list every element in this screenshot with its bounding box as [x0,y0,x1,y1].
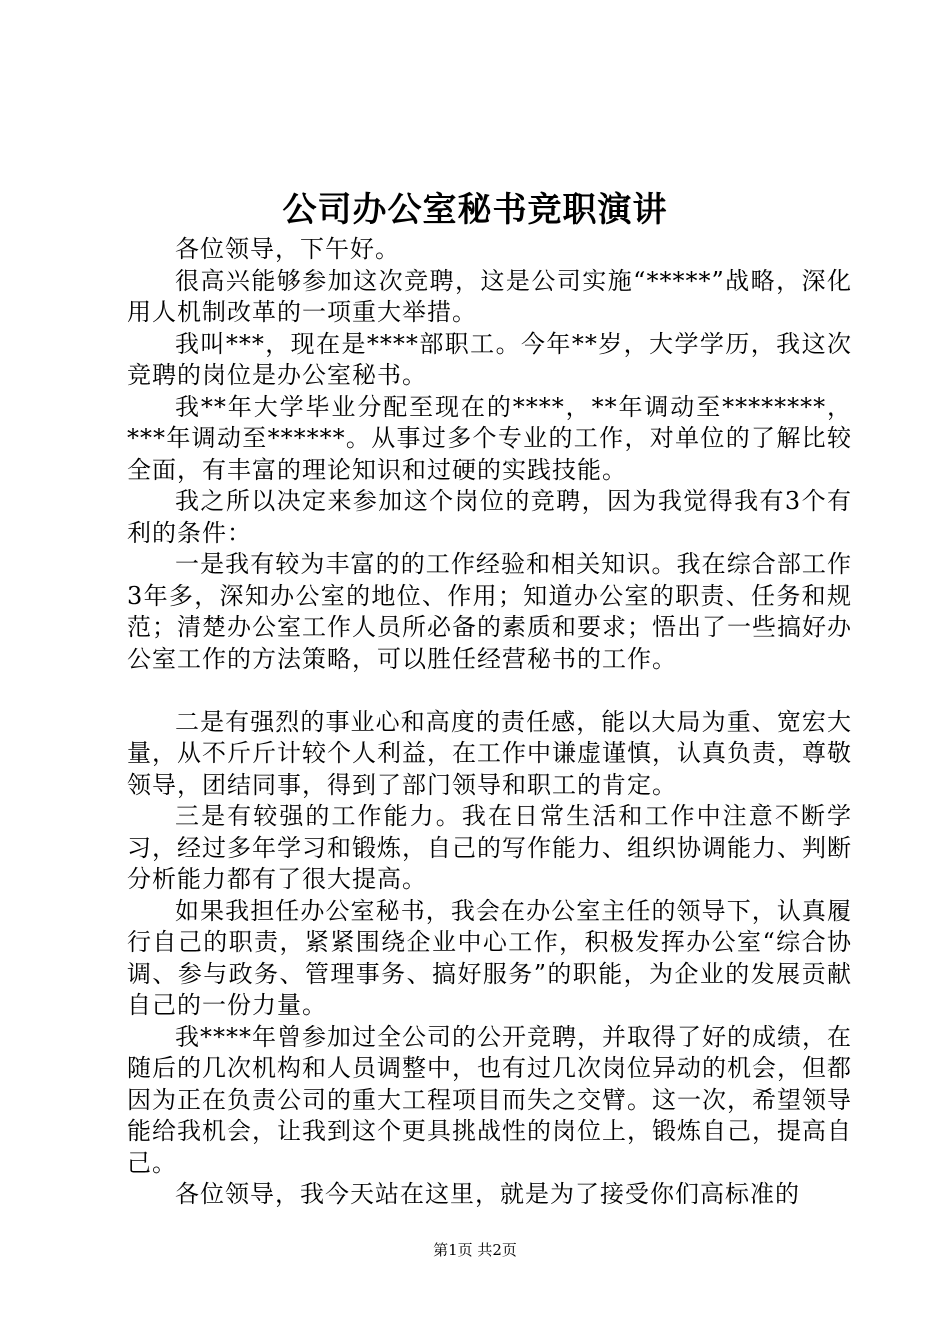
paragraph-greeting: 各位领导，下午好。 [175,235,400,263]
document-body [127,234,852,1211]
page-number-footer: 第1页 共2页 [433,1241,517,1259]
paragraph-past-experience: 我****年曾参加过全公司的公开竞聘，并取得了好的成绩，在随后的几次机构和人员调整中，也有过几次岗位异动的机会，但都因为正在负责公司的重大工程项目而失之交臂。这一次，希望领导能给我机会，让我到这个更具挑战性的岗位上，锻炼自己，提高自己。 [127,1022,852,1177]
document-title: 公司办公室秘书竞职演讲 [282,190,668,230]
paragraph-closing: 各位领导，我今天站在这里，就是为了接受你们高标准的 [175,1180,800,1208]
paragraph-condition-two: 二是有强烈的事业心和高度的责任感，能以大局为重、宽宏大量，从不斤斤计较个人利益，在工作中谦虚谨慎，认真负责，尊敬领导，团结同事，得到了部门领导和职工的肯定。 [127,707,852,799]
paragraph-intro: 很高兴能够参加这次竞聘，这是公司实施“*****”战略，深化用人机制改革的一项重大举措。 [127,266,852,326]
paragraph-conditions-lead: 我之所以决定来参加这个岗位的竞聘，因为我觉得我有3个有利的条件： [127,487,852,547]
paragraph-condition-one: 一是我有较为丰富的的工作经验和相关知识。我在综合部工作3年多，深知办公室的地位、作用；知道办公室的职责、任务和规范；清楚办公室工作人员所必备的素质和要求；悟出了一些搞好办公室工作的方法策略，可以胜任经营秘书的工作。 [127,550,852,673]
paragraph-work-history: 我**年大学毕业分配至现在的****，**年调动至********，***年调动至******。从事过多个专业的工作，对单位的了解比较全面，有丰富的理论知识和过硬的实践技能。 [127,392,852,484]
paragraph-plan: 如果我担任办公室秘书，我会在办公室主任的领导下，认真履行自己的职责，紧紧围绕企业中心工作，积极发挥办公室“综合协调、参与政务、管理事务、搞好服务”的职能，为企业的发展贡献自己的一份力量。 [127,896,852,1019]
paragraph-condition-three: 三是有较强的工作能力。我在日常生活和工作中注意不断学习，经过多年学习和锻炼，自己的写作能力、组织协调能力、判断分析能力都有了很大提高。 [127,802,852,893]
paragraph-self-introduction: 我叫***，现在是****部职工。今年**岁，大学学历，我这次竞聘的岗位是办公室秘书。 [127,329,852,389]
